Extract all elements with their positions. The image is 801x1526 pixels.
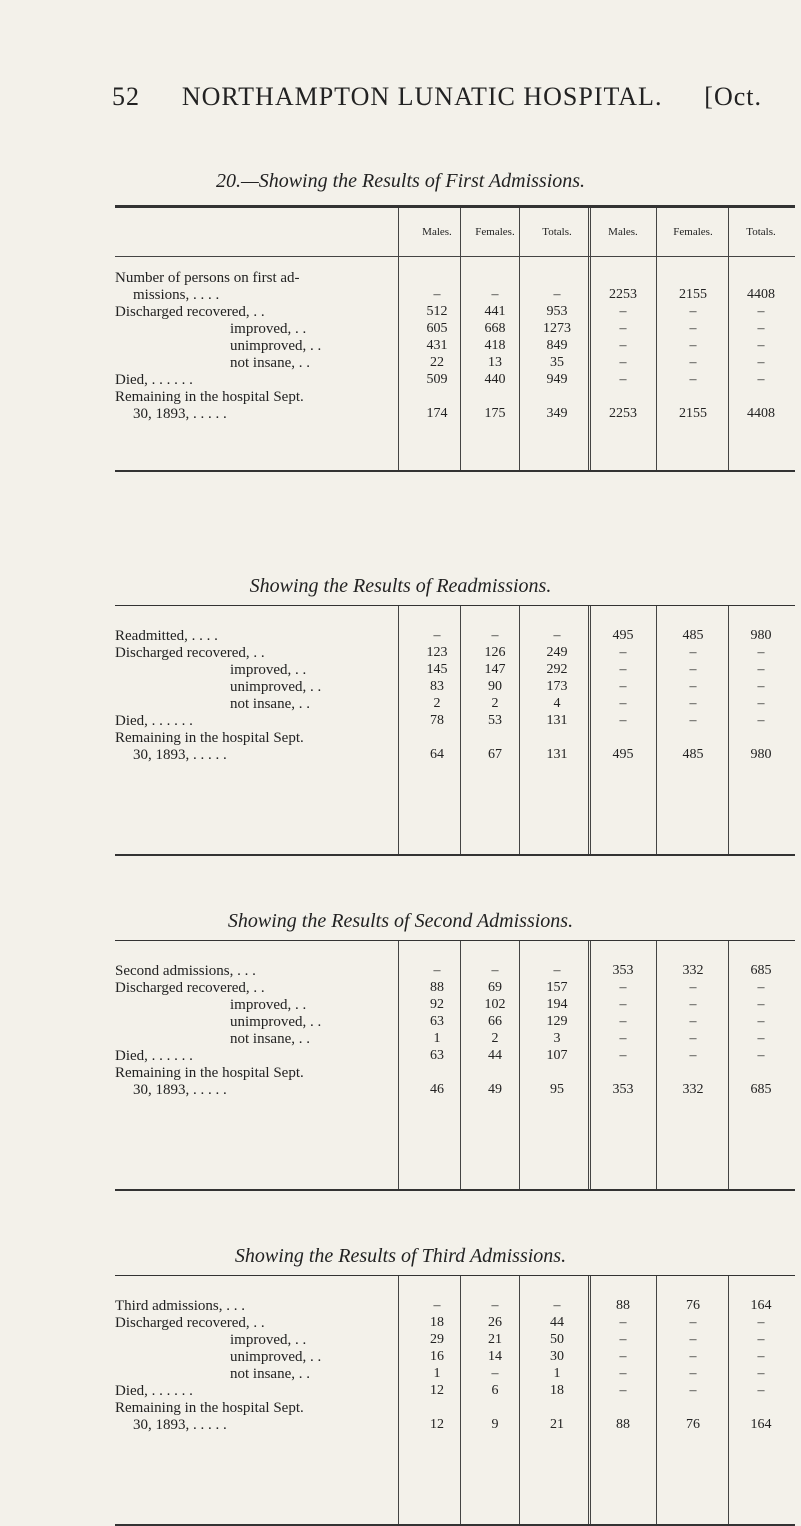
table-cell: 6 bbox=[491, 1383, 499, 1398]
table-cell: 123 bbox=[426, 645, 448, 660]
table-cell: – bbox=[757, 1366, 765, 1381]
table-cell: 164 bbox=[750, 1298, 772, 1313]
table-cell: 46 bbox=[430, 1082, 444, 1097]
row-label: not insane, . . bbox=[230, 1366, 310, 1382]
table-header-row bbox=[115, 208, 795, 257]
table-cell: 35 bbox=[550, 355, 564, 370]
table-cell: 3 bbox=[553, 1031, 561, 1046]
row-label-continuation: 30, 1893, . . . . . bbox=[133, 1082, 227, 1098]
table-cell: – bbox=[757, 1014, 765, 1029]
column-divider bbox=[398, 1276, 399, 1524]
table-cell: – bbox=[619, 696, 627, 711]
table-cell: – bbox=[553, 1298, 561, 1313]
table-cell: – bbox=[619, 1315, 627, 1330]
column-header: Females. bbox=[673, 226, 713, 238]
row-label: improved, . . bbox=[230, 321, 307, 337]
table-cell: 495 bbox=[612, 747, 634, 762]
table-cell: 67 bbox=[488, 747, 502, 762]
table-cell: – bbox=[689, 1315, 697, 1330]
row-label: unimproved, . . bbox=[230, 338, 322, 354]
table-cell: – bbox=[689, 1031, 697, 1046]
row-label: unimproved, . . bbox=[230, 679, 322, 695]
table-cell: 107 bbox=[546, 1048, 568, 1063]
table-cell: – bbox=[757, 338, 765, 353]
row-label-continuation: 30, 1893, . . . . . bbox=[133, 747, 227, 763]
table-cell: 30 bbox=[550, 1349, 564, 1364]
row-label: Died, . . . . . . bbox=[115, 1383, 193, 1399]
column-divider bbox=[398, 606, 399, 854]
page-number: 52 bbox=[112, 82, 140, 111]
table-cell: – bbox=[689, 1383, 697, 1398]
table-cell: – bbox=[491, 963, 499, 978]
column-header: Males. bbox=[608, 226, 638, 238]
table-cell: 22 bbox=[430, 355, 444, 370]
table-cell: – bbox=[619, 645, 627, 660]
table-cell: – bbox=[757, 645, 765, 660]
table-cell: 4408 bbox=[747, 406, 775, 421]
table-cell: 145 bbox=[426, 662, 448, 677]
table-cell: – bbox=[757, 355, 765, 370]
table-cell: 88 bbox=[616, 1417, 630, 1432]
table-cell: – bbox=[619, 1048, 627, 1063]
table-cell: 88 bbox=[616, 1298, 630, 1313]
table-cell: – bbox=[689, 696, 697, 711]
table-cell: – bbox=[757, 997, 765, 1012]
table-cell: – bbox=[619, 713, 627, 728]
column-header: Males. bbox=[422, 226, 452, 238]
table-cell: 175 bbox=[484, 406, 506, 421]
table-cell: 53 bbox=[488, 713, 502, 728]
table-cell: 50 bbox=[550, 1332, 564, 1347]
table-cell: 173 bbox=[546, 679, 568, 694]
table-cell: 76 bbox=[686, 1298, 700, 1313]
table-cell: 63 bbox=[430, 1014, 444, 1029]
table-cell: – bbox=[689, 997, 697, 1012]
row-label-continuation: missions, . . . . bbox=[133, 287, 220, 303]
results-table bbox=[115, 940, 795, 1191]
table-cell: – bbox=[757, 696, 765, 711]
table-cell: 92 bbox=[430, 997, 444, 1012]
row-label: Remaining in the hospital Sept. bbox=[115, 730, 304, 746]
row-label-continuation: 30, 1893, . . . . . bbox=[133, 1417, 227, 1433]
table-cell: 126 bbox=[484, 645, 506, 660]
table-cell: 18 bbox=[550, 1383, 564, 1398]
table-cell: – bbox=[757, 1332, 765, 1347]
table-cell: 2155 bbox=[679, 287, 707, 302]
row-label: Second admissions, . . . bbox=[115, 963, 256, 979]
table-cell: – bbox=[619, 1332, 627, 1347]
table-cell: – bbox=[757, 713, 765, 728]
table-cell: 44 bbox=[550, 1315, 564, 1330]
table-cell: 953 bbox=[546, 304, 568, 319]
results-table bbox=[115, 205, 795, 472]
table-cell: 4408 bbox=[747, 287, 775, 302]
row-label: Discharged recovered, . . bbox=[115, 980, 265, 996]
row-label: Discharged recovered, . . bbox=[115, 645, 265, 661]
table-cell: – bbox=[757, 1315, 765, 1330]
table-cell: 605 bbox=[426, 321, 448, 336]
table-cell: – bbox=[689, 1014, 697, 1029]
table-cell: – bbox=[553, 963, 561, 978]
table-cell: 292 bbox=[546, 662, 568, 677]
row-label: improved, . . bbox=[230, 1332, 307, 1348]
row-label: unimproved, . . bbox=[230, 1014, 322, 1030]
row-label: Remaining in the hospital Sept. bbox=[115, 1065, 304, 1081]
row-label: Discharged recovered, . . bbox=[115, 304, 265, 320]
column-divider bbox=[398, 941, 399, 1189]
table-cell: 1 bbox=[553, 1366, 561, 1381]
table-cell: 849 bbox=[546, 338, 568, 353]
table-cell: – bbox=[619, 997, 627, 1012]
table-cell: 157 bbox=[546, 980, 568, 995]
table-cell: – bbox=[757, 372, 765, 387]
table-cell: – bbox=[619, 662, 627, 677]
table-cell: 78 bbox=[430, 713, 444, 728]
column-header: Females. bbox=[475, 226, 515, 238]
running-head bbox=[112, 82, 762, 112]
table-cell: – bbox=[619, 1014, 627, 1029]
section-title: Showing the Results of Readmissions. bbox=[249, 575, 552, 597]
table-cell: 102 bbox=[484, 997, 506, 1012]
table-cell: 174 bbox=[426, 406, 448, 421]
table-cell: 349 bbox=[546, 406, 568, 421]
table-cell: 332 bbox=[682, 1082, 704, 1097]
table-cell: – bbox=[619, 980, 627, 995]
table-cell: 164 bbox=[750, 1417, 772, 1432]
table-cell: 76 bbox=[686, 1417, 700, 1432]
results-table bbox=[115, 605, 795, 856]
table-cell: 66 bbox=[488, 1014, 502, 1029]
table-cell: 147 bbox=[484, 662, 506, 677]
table-cell: 194 bbox=[546, 997, 568, 1012]
section-title: 20.—Showing the Results of First Admissions. bbox=[215, 170, 586, 192]
table-cell: – bbox=[433, 963, 441, 978]
table-cell: 29 bbox=[430, 1332, 444, 1347]
table-cell: 485 bbox=[682, 747, 704, 762]
table-cell: – bbox=[553, 628, 561, 643]
row-label: improved, . . bbox=[230, 997, 307, 1013]
row-label: not insane, . . bbox=[230, 696, 310, 712]
table-cell: 332 bbox=[682, 963, 704, 978]
table-cell: 12 bbox=[430, 1383, 444, 1398]
table-cell: – bbox=[689, 713, 697, 728]
table-cell: 44 bbox=[488, 1048, 502, 1063]
table-cell: – bbox=[689, 679, 697, 694]
table-cell: – bbox=[689, 980, 697, 995]
table-cell: – bbox=[619, 1366, 627, 1381]
table-cell: – bbox=[689, 662, 697, 677]
table-cell: – bbox=[619, 1031, 627, 1046]
table-cell: 485 bbox=[682, 628, 704, 643]
row-label: Died, . . . . . . bbox=[115, 1048, 193, 1064]
section-title: Showing the Results of Second Admissions. bbox=[227, 910, 574, 932]
row-label: improved, . . bbox=[230, 662, 307, 678]
table-cell: 2253 bbox=[609, 287, 637, 302]
row-label: Remaining in the hospital Sept. bbox=[115, 1400, 304, 1416]
table-cell: 26 bbox=[488, 1315, 502, 1330]
table-cell: – bbox=[619, 372, 627, 387]
table-cell: 95 bbox=[550, 1082, 564, 1097]
table-cell: 2155 bbox=[679, 406, 707, 421]
table-cell: – bbox=[689, 1349, 697, 1364]
table-cell: 949 bbox=[546, 372, 568, 387]
table-cell: 9 bbox=[491, 1417, 499, 1432]
table-cell: 980 bbox=[750, 628, 772, 643]
table-cell: 64 bbox=[430, 747, 444, 762]
row-label: Died, . . . . . . bbox=[115, 713, 193, 729]
section-title: Showing the Results of Third Admissions. bbox=[234, 1245, 567, 1267]
results-table bbox=[115, 1275, 795, 1526]
table-cell: – bbox=[757, 304, 765, 319]
table-cell: – bbox=[757, 1349, 765, 1364]
table-cell: 2 bbox=[491, 1031, 499, 1046]
table-cell: 63 bbox=[430, 1048, 444, 1063]
table-cell: 441 bbox=[484, 304, 506, 319]
column-header: Totals. bbox=[746, 226, 776, 238]
table-cell: 129 bbox=[546, 1014, 568, 1029]
table-cell: 2 bbox=[491, 696, 499, 711]
table-cell: – bbox=[619, 1383, 627, 1398]
table-cell: – bbox=[689, 338, 697, 353]
table-cell: – bbox=[689, 304, 697, 319]
table-cell: – bbox=[757, 1383, 765, 1398]
table-cell: 69 bbox=[488, 980, 502, 995]
row-label: Number of persons on first ad- bbox=[115, 270, 300, 286]
table-cell: – bbox=[757, 679, 765, 694]
table-cell: – bbox=[491, 1366, 499, 1381]
table-cell: 13 bbox=[488, 355, 502, 370]
row-label: Readmitted, . . . . bbox=[115, 628, 218, 644]
table-cell: 1273 bbox=[543, 321, 571, 336]
table-cell: – bbox=[689, 355, 697, 370]
table-cell: 16 bbox=[430, 1349, 444, 1364]
table-cell: 90 bbox=[488, 679, 502, 694]
table-cell: 88 bbox=[430, 980, 444, 995]
table-cell: 495 bbox=[612, 628, 634, 643]
table-cell: 980 bbox=[750, 747, 772, 762]
table-cell: – bbox=[757, 662, 765, 677]
table-cell: – bbox=[619, 679, 627, 694]
row-label-continuation: 30, 1893, . . . . . bbox=[133, 406, 227, 422]
table-cell: 512 bbox=[426, 304, 448, 319]
table-cell: 21 bbox=[488, 1332, 502, 1347]
table-cell: 440 bbox=[484, 372, 506, 387]
table-cell: – bbox=[689, 321, 697, 336]
table-cell: 49 bbox=[488, 1082, 502, 1097]
table-cell: – bbox=[491, 287, 499, 302]
table-cell: – bbox=[553, 287, 561, 302]
table-cell: 509 bbox=[426, 372, 448, 387]
row-label: Third admissions, . . . bbox=[115, 1298, 245, 1314]
table-cell: 1 bbox=[433, 1031, 441, 1046]
table-cell: – bbox=[689, 372, 697, 387]
table-cell: – bbox=[619, 355, 627, 370]
table-cell: – bbox=[757, 1048, 765, 1063]
table-cell: – bbox=[689, 1366, 697, 1381]
table-cell: 12 bbox=[430, 1417, 444, 1432]
table-cell: 14 bbox=[488, 1349, 502, 1364]
table-cell: 131 bbox=[546, 747, 568, 762]
column-header: Totals. bbox=[542, 226, 572, 238]
table-cell: 431 bbox=[426, 338, 448, 353]
table-cell: – bbox=[689, 1332, 697, 1347]
row-label: unimproved, . . bbox=[230, 1349, 322, 1365]
table-cell: 418 bbox=[484, 338, 506, 353]
table-cell: 353 bbox=[612, 1082, 634, 1097]
table-cell: – bbox=[619, 1349, 627, 1364]
row-label: Remaining in the hospital Sept. bbox=[115, 389, 304, 405]
row-label: Discharged recovered, . . bbox=[115, 1315, 265, 1331]
table-cell: 668 bbox=[484, 321, 506, 336]
page-header-date: [Oct. bbox=[704, 82, 762, 111]
table-cell: 131 bbox=[546, 713, 568, 728]
row-label: Died, . . . . . . bbox=[115, 372, 193, 388]
table-cell: 685 bbox=[750, 1082, 772, 1097]
table-cell: 2253 bbox=[609, 406, 637, 421]
table-cell: 353 bbox=[612, 963, 634, 978]
table-cell: 685 bbox=[750, 963, 772, 978]
table-cell: – bbox=[757, 321, 765, 336]
table-cell: – bbox=[619, 338, 627, 353]
table-cell: – bbox=[619, 321, 627, 336]
table-cell: 21 bbox=[550, 1417, 564, 1432]
table-cell: 83 bbox=[430, 679, 444, 694]
table-cell: – bbox=[491, 1298, 499, 1313]
table-cell: – bbox=[757, 1031, 765, 1046]
table-cell: 4 bbox=[553, 696, 561, 711]
table-cell: – bbox=[491, 628, 499, 643]
page-header-title: NORTHAMPTON LUNATIC HOSPITAL. bbox=[181, 82, 663, 111]
table-cell: – bbox=[689, 645, 697, 660]
table-cell: – bbox=[757, 980, 765, 995]
table-cell: – bbox=[433, 628, 441, 643]
table-cell: – bbox=[689, 1048, 697, 1063]
table-cell: 1 bbox=[433, 1366, 441, 1381]
row-label: not insane, . . bbox=[230, 1031, 310, 1047]
table-cell: 2 bbox=[433, 696, 441, 711]
table-cell: 18 bbox=[430, 1315, 444, 1330]
table-cell: – bbox=[433, 1298, 441, 1313]
table-cell: – bbox=[433, 287, 441, 302]
table-cell: 249 bbox=[546, 645, 568, 660]
table-cell: – bbox=[619, 304, 627, 319]
row-label: not insane, . . bbox=[230, 355, 310, 371]
